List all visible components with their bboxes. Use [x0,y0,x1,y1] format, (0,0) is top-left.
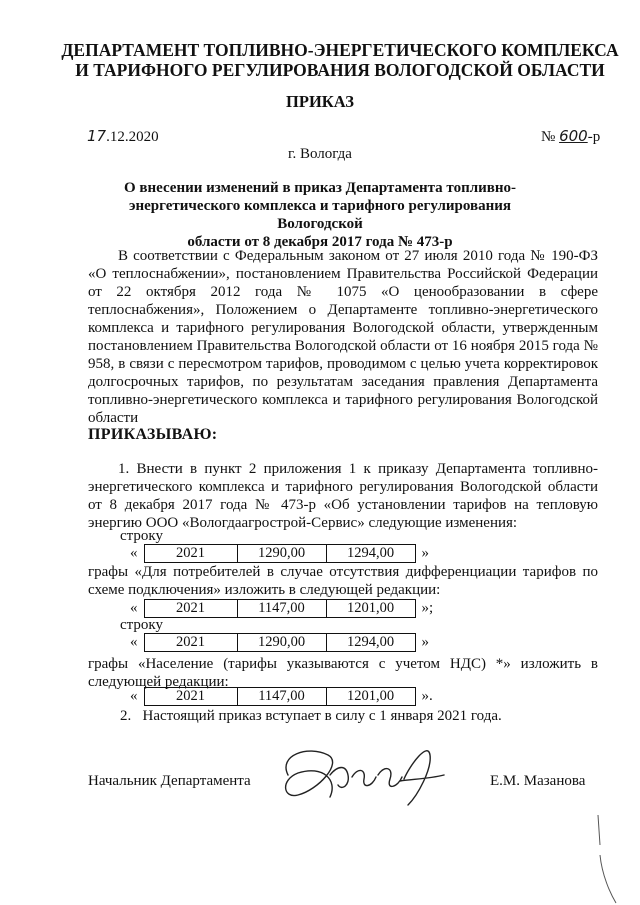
stroku-label-2: строку [120,617,163,633]
order-word: ПРИКАЗЫВАЮ: [88,426,218,443]
order-subject [120,179,520,251]
year-cell: 2021 [144,544,237,562]
value-cell-1: 1147,00 [237,599,326,617]
stroku-label-1: строку [120,528,163,544]
handwritten-signature [268,735,458,815]
tariff-table-4 [144,687,416,706]
table-row-3 [130,632,429,652]
number-handwritten: 600 [559,127,588,145]
tariff-table-2 [144,599,416,618]
number-suffix: -р [587,129,601,145]
year-cell: 2021 [144,599,237,617]
preamble-paragraph: В соответствии с Федеральным законом от 27 июля 2010 года № 190-ФЗ «О теплоснабжении», постановлением Правительства Российской Федерации от 22 октября 2012 года № 1075 «О ценообразовании в сфере теплоснабжения», Положением о Департаменте топливно-энергетического комплекса и тарифного регулирования Вологодской области, утвержденным постановлением Правительства Вологодской области от 16 ноября 2015 года № 958, в связи с пересмотром тарифов, проводимом с целью учета корректировок долгосрочных тарифов, по результатам заседания правления Департамента топливно-энергетического комплекса и тарифного регулирования Вологодской области [88,248,598,426]
subject-line-2: энергетического комплекса и тарифного регулирования Вологодской [128,198,512,232]
quote-open: « [130,599,138,616]
city: г. Вологда [288,146,352,162]
value-cell-2: 1201,00 [326,687,415,705]
number-prefix: № [541,129,560,145]
order-number [541,127,600,146]
quote-close: » [421,633,429,650]
grafy-paragraph-2: графы «Население (тарифы указываются с учетом НДС) *» изложить в следующей редакции: [88,656,598,690]
tariff-table-1 [144,544,416,563]
signatory-position: Начальник Департамента [88,773,251,789]
quote-close: ». [421,687,433,704]
date-rest: .12.2020 [106,129,159,145]
date-day-handwritten: 17 [87,127,107,145]
signatory-name: Е.М. Мазанова [490,773,586,789]
subject-line-1: О внесении изменений в приказ Департамента топливно- [123,180,517,196]
table-row-4 [130,686,433,706]
margin-pen-mark [588,815,618,905]
value-cell-1: 1290,00 [237,633,326,651]
year-cell: 2021 [144,687,237,705]
year-cell: 2021 [144,633,237,651]
quote-close: »; [421,599,434,616]
quote-open: « [130,544,138,561]
department-header [60,40,620,80]
subject-line-3: области от 8 декабря 2017 года № 473-р [187,234,453,250]
item-1-text: 1. Внести в пункт 2 приложения 1 к приказу Департамента топливно-энергетического комплекса и тарифного регулирования Вологодской области от 8 декабря 2017 года № 473-р «Об установлении тарифов на тепловую энергию ООО «Вологдаагрострой-Сервис» следующие изменения: [88,461,598,531]
header-line-2: И ТАРИФНОГО РЕГУЛИРОВАНИЯ ВОЛОГОДСКОЙ ОБЛАСТИ [75,60,605,80]
table-row-2 [130,598,433,618]
value-cell-2: 1201,00 [326,599,415,617]
quote-open: « [130,687,138,704]
table-row-1 [130,543,429,563]
item-2-text: 2. Настоящий приказ вступает в силу с 1 января 2021 года. [120,708,502,724]
tariff-table-3 [144,633,416,652]
document-type: ПРИКАЗ [286,92,354,111]
order-date [87,127,159,146]
value-cell-1: 1147,00 [237,687,326,705]
quote-close: » [421,544,429,561]
grafy-paragraph-1: графы «Для потребителей в случае отсутствия дифференциации тарифов по схеме подключения» изложить в следующей редакции: [88,564,598,598]
value-cell-1: 1290,00 [237,544,326,562]
value-cell-2: 1294,00 [326,633,415,651]
quote-open: « [130,633,138,650]
header-line-1: ДЕПАРТАМЕНТ ТОПЛИВНО-ЭНЕРГЕТИЧЕСКОГО КОМПЛЕКСА [61,40,619,60]
value-cell-2: 1294,00 [326,544,415,562]
